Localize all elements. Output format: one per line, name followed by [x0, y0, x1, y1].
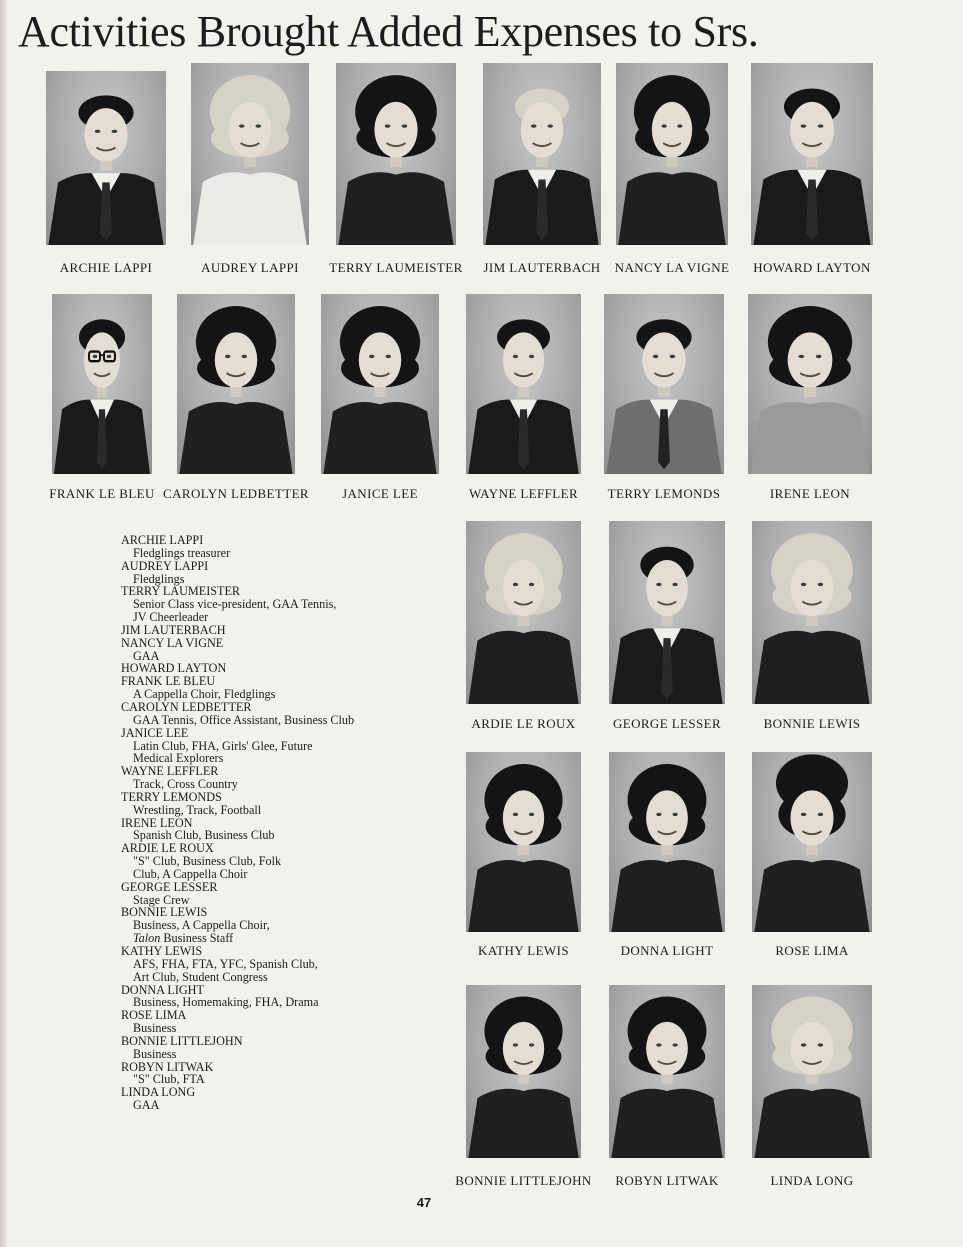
roster-activities-terry-lemonds: Wrestling, Track, Football: [133, 802, 262, 817]
page-binding-edge: [0, 0, 7, 1247]
roster-name-terry-lemonds: TERRY LEMONDS: [121, 789, 222, 804]
portrait-caption-irene-leon: IRENE LEON: [769, 486, 851, 501]
portrait-caption-wayne-leffler: WAYNE LEFFLER: [468, 486, 579, 501]
roster-activities-george-lesser: Stage Crew: [133, 892, 190, 907]
roster-activities-terry-laumeister: Senior Class vice-president, GAA Tennis,: [133, 597, 337, 612]
portrait-photo-bonnie-lewis: [752, 521, 872, 704]
portrait-photo-wayne-leffler: [466, 294, 581, 474]
portrait-caption-howard-layton: HOWARD LAYTON: [753, 260, 871, 275]
roster-activities-carolyn-ledbetter: GAA Tennis, Office Assistant, Business Club: [133, 712, 355, 727]
portrait-caption-jim-lauterbach: JIM LAUTERBACH: [483, 260, 601, 275]
roster-name-nancy-la-vigne: NANCY LA VIGNE: [121, 635, 224, 650]
portrait-caption-audrey-lappi: AUDREY LAPPI: [201, 260, 299, 275]
portrait-photo-irene-leon: [748, 294, 872, 474]
roster-name-wayne-leffler: WAYNE LEFFLER: [121, 764, 219, 779]
portrait-caption-ardie-le-roux: ARDIE LE ROUX: [471, 716, 576, 731]
portrait-photo-archie-lappi: [46, 71, 166, 245]
portrait-photo-bonnie-littlejohn: [466, 985, 581, 1158]
portrait-photo-frank-le-bleu: [52, 294, 152, 474]
roster-name-archie-lappi: ARCHIE LAPPI: [121, 533, 204, 547]
portrait-caption-bonnie-littlejohn: BONNIE LITTLEJOHN: [455, 1173, 592, 1188]
portrait-photo-jim-lauterbach: [483, 63, 601, 245]
portrait-photo-linda-long: [752, 985, 872, 1158]
portrait-photo-kathy-lewis: [466, 752, 581, 932]
roster-name-robyn-litwak: ROBYN LITWAK: [121, 1059, 214, 1074]
roster-activities-linda-long: GAA: [133, 1098, 160, 1113]
roster-activities-donna-light: Business, Homemaking, FHA, Drama: [133, 995, 319, 1010]
portrait-caption-robyn-litwak: ROBYN LITWAK: [615, 1173, 719, 1188]
page-title: Activities Brought Added Expenses to Srs.: [18, 7, 759, 56]
senior-activities-roster: [121, 534, 451, 1112]
portrait-photo-terry-laumeister: [336, 63, 456, 245]
roster-name-carolyn-ledbetter: CAROLYN LEDBETTER: [121, 699, 252, 714]
roster-activities-janice-lee: Medical Explorers: [133, 751, 224, 766]
roster-name-george-lesser: GEORGE LESSER: [121, 879, 218, 894]
roster-activities-ardie-le-roux: Club, A Cappella Choir: [133, 866, 248, 881]
roster-activities-nancy-la-vigne: GAA: [133, 648, 160, 663]
roster-name-kathy-lewis: KATHY LEWIS: [121, 944, 203, 958]
portrait-photo-ardie-le-roux: [466, 521, 581, 704]
roster-activities-kathy-lewis: AFS, FHA, FTA, YFC, Spanish Club,: [133, 956, 318, 971]
roster-name-frank-le-bleu: FRANK LE BLEU: [121, 674, 216, 689]
roster-name-donna-light: DONNA LIGHT: [121, 982, 204, 997]
roster-name-terry-laumeister: TERRY LAUMEISTER: [121, 584, 241, 599]
roster-name-jim-lauterbach: JIM LAUTERBACH: [121, 622, 226, 637]
roster-activities-bonnie-lewis: Business, A Cappella Choir,: [133, 918, 270, 933]
portrait-caption-carolyn-ledbetter: CAROLYN LEDBETTER: [163, 486, 309, 501]
roster-activities-robyn-litwak: "S" Club, FTA: [133, 1072, 205, 1087]
portrait-caption-kathy-lewis: KATHY LEWIS: [478, 943, 569, 958]
roster-name-irene-leon: IRENE LEON: [121, 815, 193, 830]
roster-activities-terry-laumeister: JV Cheerleader: [133, 610, 209, 625]
roster-activities-irene-leon: Spanish Club, Business Club: [133, 828, 275, 843]
roster-activities-bonnie-lewis: Talon Business Staff: [133, 931, 234, 946]
roster-name-audrey-lappi: AUDREY LAPPI: [121, 558, 209, 573]
portrait-caption-frank-le-bleu: FRANK LE BLEU: [49, 486, 155, 501]
portrait-photo-carolyn-ledbetter: [177, 294, 295, 474]
portrait-photo-rose-lima: [752, 752, 872, 932]
portrait-photo-janice-lee: [321, 294, 439, 474]
roster-activities-ardie-le-roux: "S" Club, Business Club, Folk: [133, 854, 282, 869]
portrait-photo-robyn-litwak: [609, 985, 725, 1158]
roster-name-bonnie-littlejohn: BONNIE LITTLEJOHN: [121, 1033, 243, 1048]
portrait-caption-linda-long: LINDA LONG: [770, 1173, 854, 1188]
portrait-photo-george-lesser: [609, 521, 725, 704]
roster-name-janice-lee: JANICE LEE: [121, 725, 189, 740]
portrait-photo-donna-light: [609, 752, 725, 932]
roster-name-howard-layton: HOWARD LAYTON: [121, 661, 227, 676]
roster-activities-audrey-lappi: Fledglings: [133, 571, 185, 586]
roster-name-bonnie-lewis: BONNIE LEWIS: [121, 905, 208, 920]
roster-activities-bonnie-littlejohn: Business: [133, 1046, 177, 1061]
roster-activities-frank-le-bleu: A Cappella Choir, Fledglings: [133, 687, 276, 702]
portrait-photo-audrey-lappi: [191, 63, 309, 245]
page-number: 47: [416, 1195, 432, 1210]
roster-activities-kathy-lewis: Art Club, Student Congress: [133, 969, 268, 984]
roster-activities-rose-lima: Business: [133, 1021, 177, 1036]
portrait-caption-rose-lima: ROSE LIMA: [775, 943, 849, 958]
portrait-photo-nancy-la-vigne: [616, 63, 728, 245]
portrait-caption-donna-light: DONNA LIGHT: [620, 943, 714, 958]
roster-activities-janice-lee: Latin Club, FHA, Girls' Glee, Future: [133, 738, 313, 753]
roster-name-linda-long: LINDA LONG: [121, 1085, 196, 1100]
portrait-caption-janice-lee: JANICE LEE: [342, 486, 418, 501]
portrait-caption-george-lesser: GEORGE LESSER: [612, 716, 722, 731]
roster-name-ardie-le-roux: ARDIE LE ROUX: [121, 841, 214, 856]
roster-activities-archie-lappi: Fledglings treasurer: [133, 545, 231, 560]
portrait-caption-bonnie-lewis: BONNIE LEWIS: [763, 716, 861, 731]
roster-activities-wayne-leffler: Track, Cross Country: [133, 777, 238, 792]
portrait-caption-terry-lemonds: TERRY LEMONDS: [607, 486, 721, 501]
roster-name-rose-lima: ROSE LIMA: [121, 1008, 187, 1023]
portrait-photo-terry-lemonds: [604, 294, 724, 474]
portrait-caption-terry-laumeister: TERRY LAUMEISTER: [329, 260, 463, 275]
portrait-photo-howard-layton: [751, 63, 873, 245]
portrait-caption-archie-lappi: ARCHIE LAPPI: [59, 260, 153, 275]
portrait-caption-nancy-la-vigne: NANCY LA VIGNE: [614, 260, 730, 275]
